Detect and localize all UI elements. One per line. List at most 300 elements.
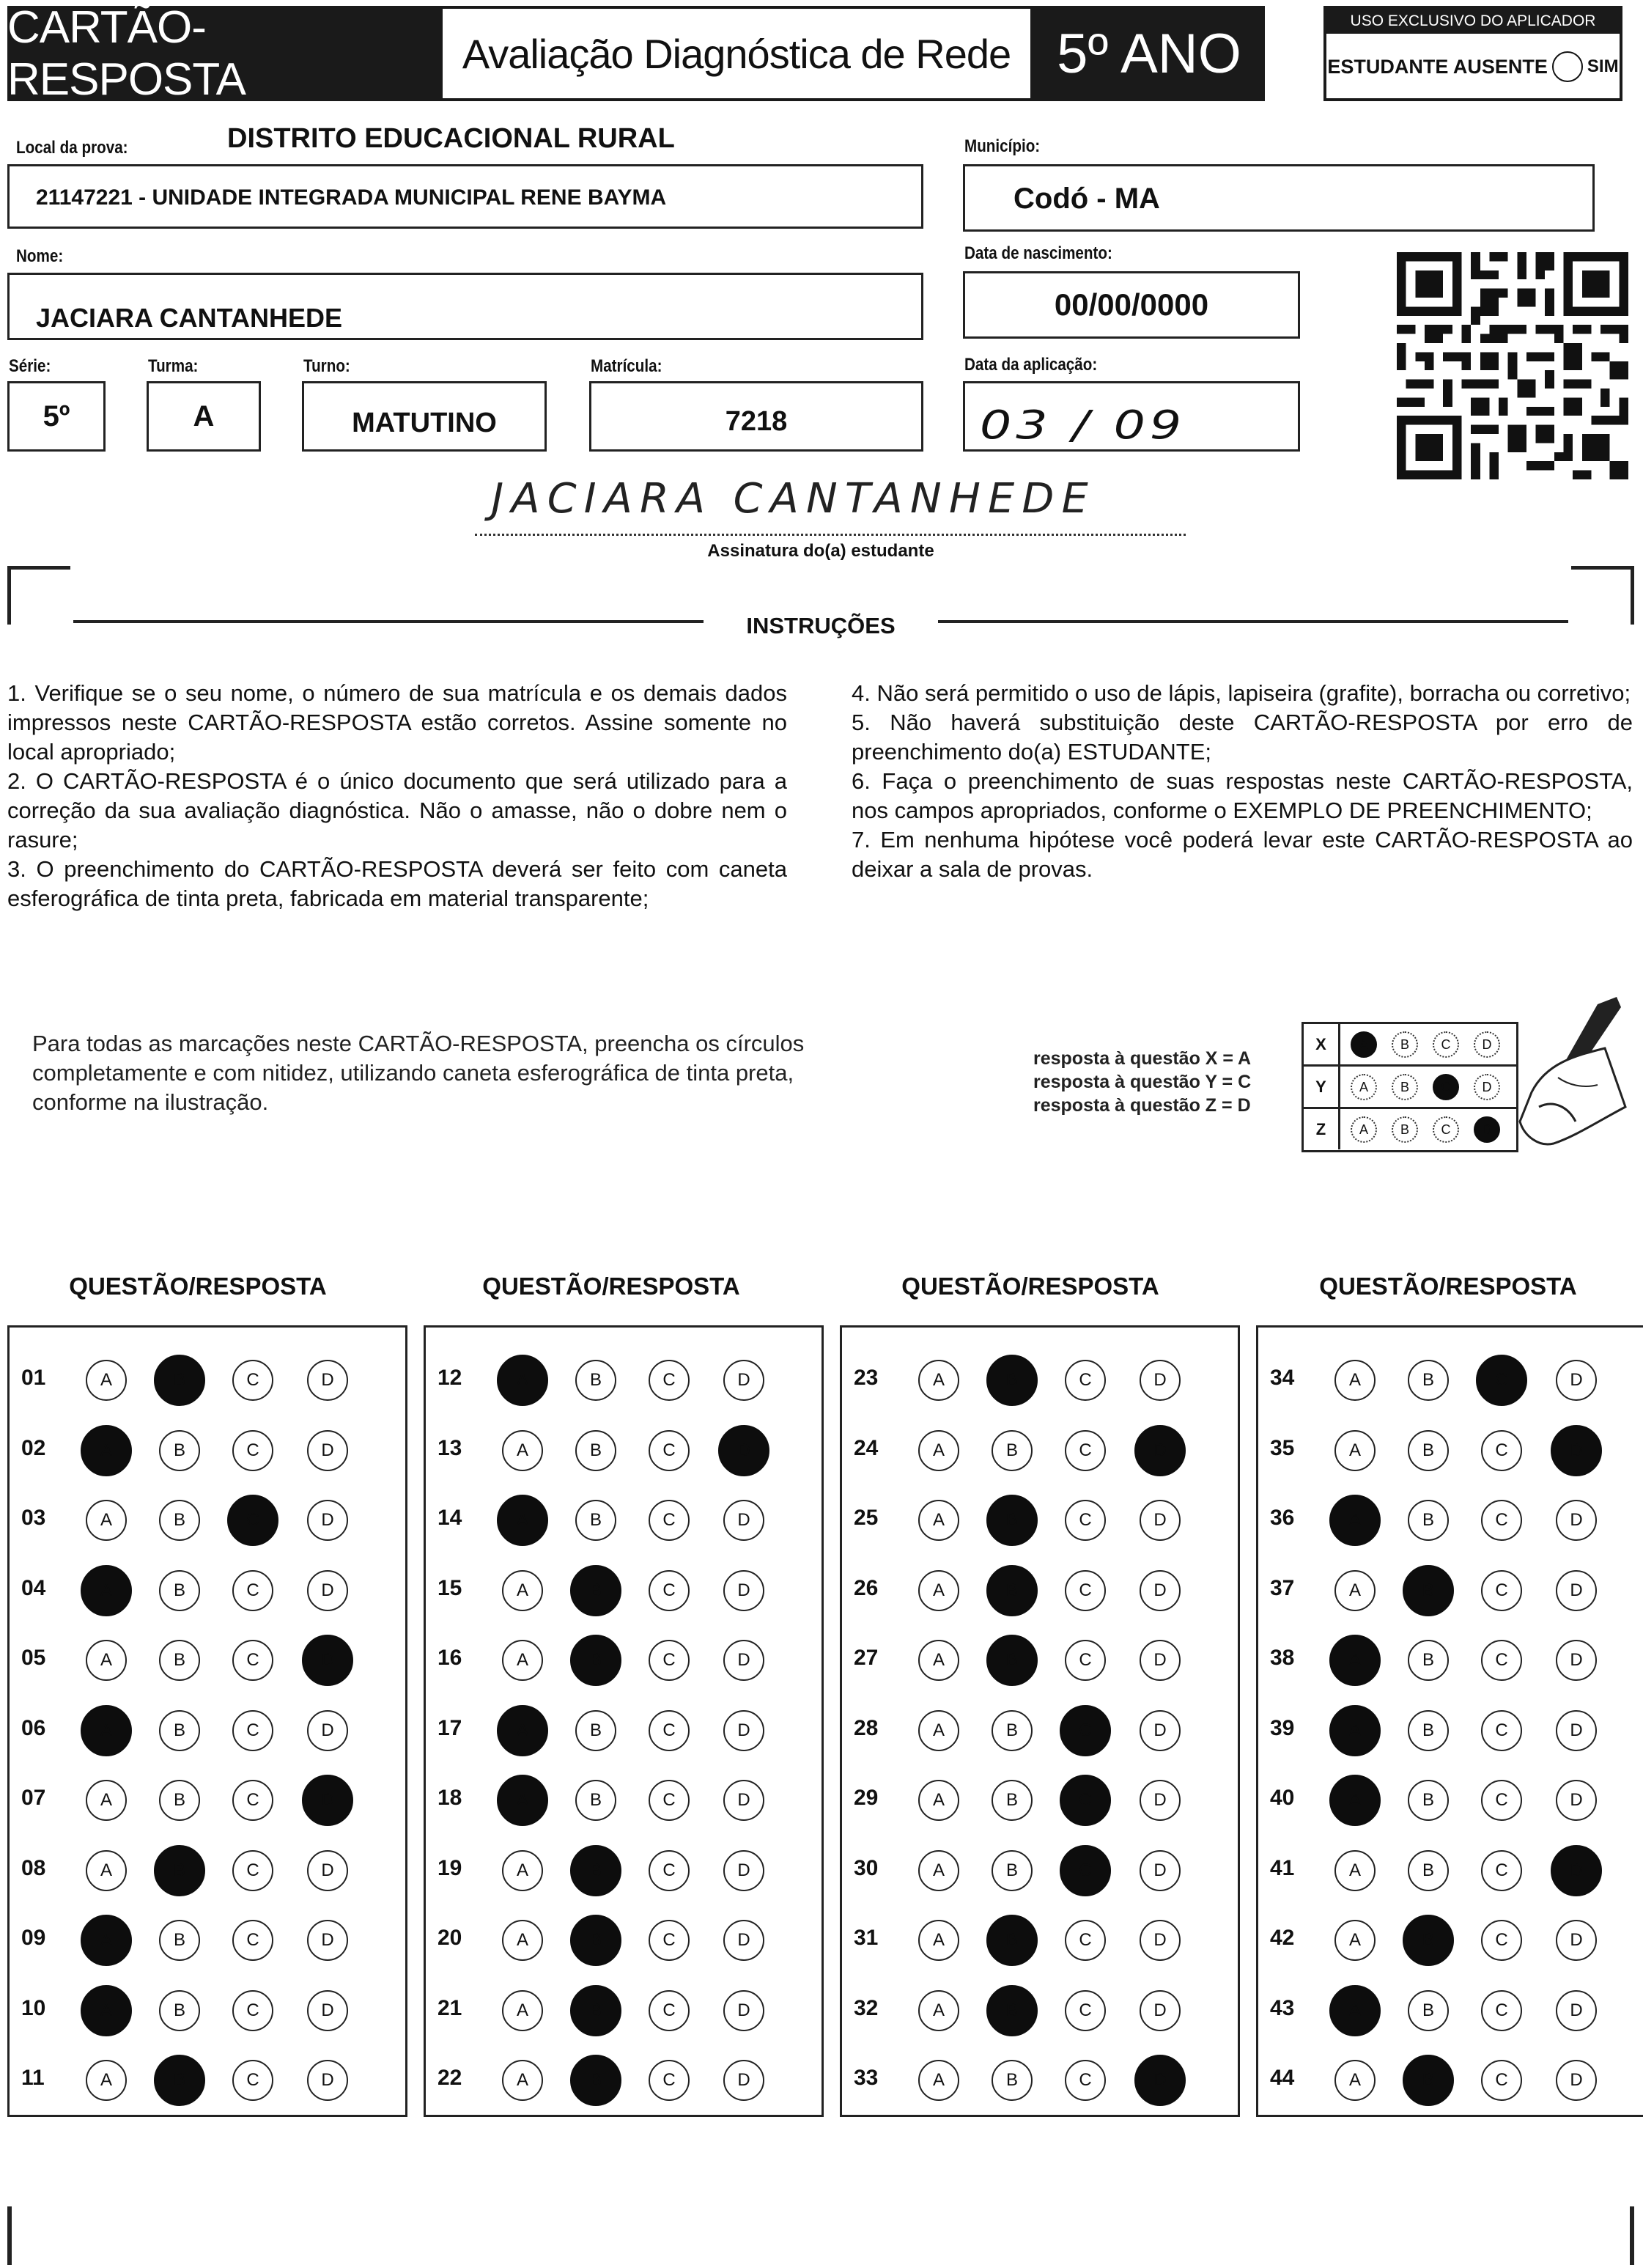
bubble-c[interactable]: C [1481, 1990, 1522, 2031]
bubble-a[interactable]: A [86, 1850, 127, 1891]
qr-code [1397, 252, 1628, 479]
question-number: 27 [854, 1646, 879, 1670]
bubble-d[interactable]: D [307, 1430, 348, 1471]
bubble-a[interactable]: A [502, 1570, 543, 1611]
bubble-a[interactable]: A [81, 1565, 132, 1616]
bubble-d[interactable]: D [307, 1710, 348, 1751]
example-lines [1033, 1047, 1297, 1117]
bubble-c[interactable]: C [649, 1640, 690, 1681]
bubble-d[interactable]: D [1140, 1780, 1181, 1821]
bubble-a[interactable]: A [81, 1705, 132, 1756]
bubble-d[interactable]: D [307, 1360, 348, 1401]
turno-value: MATUTINO [352, 407, 497, 438]
bubble-b[interactable]: B [992, 2060, 1033, 2101]
bubble-c[interactable]: C [1065, 2060, 1106, 2101]
answer-panel-1 [7, 1325, 407, 2117]
bubble-c[interactable]: C [1481, 1850, 1522, 1891]
example-question: X [1304, 1024, 1340, 1064]
bubble-d[interactable]: D [723, 1710, 764, 1751]
answer-row [426, 1345, 822, 1414]
frame-corner-bl [7, 2206, 15, 2265]
district: DISTRITO EDUCACIONAL RURAL [227, 123, 675, 154]
question-number: 44 [1270, 2066, 1295, 2090]
bubble-c[interactable]: C [1481, 1500, 1522, 1541]
bubble-c[interactable]: C [232, 1780, 273, 1821]
instructions-rule-left [73, 620, 704, 623]
answer-row [842, 1485, 1238, 1554]
bubble-d[interactable]: D [718, 1425, 769, 1476]
bubble-a[interactable]: A [81, 1915, 132, 1966]
bubble-b[interactable]: B [1408, 1500, 1449, 1541]
bubble-d[interactable]: D [1140, 1360, 1181, 1401]
bubble-c[interactable]: C [1060, 1775, 1111, 1826]
exam-title: Avaliação Diagnóstica de Rede [440, 6, 1033, 101]
bubble-b[interactable]: B [1408, 1710, 1449, 1751]
bubble-b[interactable]: B [570, 1635, 621, 1686]
bubble-c[interactable]: C [649, 1570, 690, 1611]
bubble-c[interactable]: C [232, 1850, 273, 1891]
question-number: 13 [437, 1435, 462, 1460]
bubble-a[interactable]: A [81, 1985, 132, 2036]
bubble-b[interactable]: B [1403, 2055, 1454, 2106]
column-header-4: QUESTÃO/RESPOSTA [1319, 1273, 1577, 1300]
question-number: 30 [854, 1855, 879, 1880]
serie-label: Série: [9, 356, 51, 376]
bubble-c[interactable]: C [232, 1430, 273, 1471]
instructions-rule-right [938, 620, 1568, 623]
example-row [1304, 1024, 1516, 1067]
answer-row [10, 1836, 405, 1904]
bubble-d[interactable]: D [1140, 1570, 1181, 1611]
question-number: 20 [437, 1926, 462, 1950]
bubble-b[interactable]: B [986, 1495, 1038, 1546]
bubble-d[interactable]: D [307, 2060, 348, 2101]
bubble-a[interactable]: A [918, 1430, 959, 1471]
bubble-a[interactable]: A [1334, 1920, 1376, 1961]
bubble-c[interactable]: C [649, 1920, 690, 1961]
bubble-c[interactable]: C [649, 1500, 690, 1541]
bubble-a[interactable]: A [502, 1430, 543, 1471]
aplic-field [963, 381, 1300, 452]
column-header-2: QUESTÃO/RESPOSTA [482, 1273, 740, 1300]
example-bubble-a: A [1351, 1116, 1377, 1143]
bubble-b[interactable]: B [159, 1640, 200, 1681]
bubble-d[interactable]: D [1551, 1425, 1602, 1476]
answer-row [842, 1905, 1238, 1974]
bubble-d[interactable]: D [723, 1640, 764, 1681]
absent-label: ESTUDANTE AUSENTE [1327, 55, 1548, 78]
signature-line [475, 534, 1186, 536]
bubble-c[interactable]: C [1060, 1705, 1111, 1756]
bubble-c[interactable]: C [1065, 1430, 1106, 1471]
bubble-b[interactable]: B [575, 1360, 616, 1401]
bubble-d[interactable]: D [1556, 1920, 1597, 1961]
example-question: Y [1304, 1067, 1340, 1107]
bubble-d[interactable]: D [1140, 1710, 1181, 1751]
bubble-d[interactable]: D [723, 1570, 764, 1611]
question-number: 06 [21, 1715, 46, 1740]
answer-row [426, 1765, 822, 1834]
bubble-c[interactable]: C [232, 1570, 273, 1611]
question-number: 22 [437, 2066, 462, 2090]
absent-option: SIM [1587, 56, 1619, 76]
turno-label: Turno: [303, 356, 350, 376]
bubble-b[interactable]: B [986, 1355, 1038, 1406]
bubble-c[interactable]: C [1065, 1570, 1106, 1611]
answer-panel-3 [840, 1325, 1240, 2117]
bubble-c[interactable]: C [649, 1850, 690, 1891]
answer-row [10, 1976, 405, 2044]
bubble-b[interactable]: B [986, 1635, 1038, 1686]
bubble-b[interactable]: B [154, 2055, 205, 2106]
bubble-a[interactable]: A [918, 1570, 959, 1611]
bubble-d[interactable]: D [723, 1500, 764, 1541]
bubble-a[interactable]: A [497, 1705, 548, 1756]
bubble-a[interactable]: A [1329, 1985, 1381, 2036]
example-line-x: resposta à questão X = A [1033, 1048, 1252, 1069]
question-number: 19 [437, 1855, 462, 1880]
bubble-b[interactable]: B [575, 1430, 616, 1471]
instructions-left: 1. Verifique se o seu nome, o número de sua matrícula e os demais dados impressos neste CARTÃO-RESPOSTA estão corretos. Assine somente no local apropriado; 2. O CARTÃO-RESPOSTA é o único documento que será utilizado para a correção da sua avaliação diagnóstica. Não o amasse, não o dobre nem o rasure; 3. O preenchimento do CARTÃO-RESPOSTA deverá ser feito com caneta esferográfica de tinta preta, fabricada em material transparente; [7, 680, 787, 911]
answer-row [842, 1625, 1238, 1694]
bubble-b[interactable]: B [1408, 1360, 1449, 1401]
example-text: Para todas as marcações neste CARTÃO-RESPOSTA, preencha os círculos completamente e com nitidez, utilizando caneta esferográfica de tinta preta, conforme na ilustração. [32, 1031, 805, 1115]
bubble-b[interactable]: B [575, 1780, 616, 1821]
bubble-a[interactable]: A [918, 1360, 959, 1401]
bubble-c[interactable]: C [1481, 1780, 1522, 1821]
question-number: 33 [854, 2066, 879, 2090]
bubble-b[interactable]: B [575, 1710, 616, 1751]
turma-value: A [193, 400, 215, 432]
answer-row [10, 1345, 405, 1414]
bubble-d[interactable]: D [1556, 1990, 1597, 2031]
bubble-c[interactable]: C [1065, 1360, 1106, 1401]
question-number: 04 [21, 1575, 46, 1600]
question-number: 31 [854, 1926, 879, 1950]
bubble-c[interactable]: C [232, 1640, 273, 1681]
bubble-d[interactable]: D [723, 1920, 764, 1961]
bubble-c[interactable]: C [1481, 1430, 1522, 1471]
bubble-b[interactable]: B [570, 2055, 621, 2106]
bubble-a[interactable]: A [86, 1500, 127, 1541]
bubble-b[interactable]: B [986, 1985, 1038, 2036]
answer-row [842, 1345, 1238, 1414]
bubble-a[interactable]: A [1329, 1705, 1381, 1756]
answer-row [1258, 1625, 1643, 1694]
question-number: 41 [1270, 1855, 1295, 1880]
bubble-c[interactable]: C [1065, 1500, 1106, 1541]
bubble-a[interactable]: A [497, 1495, 548, 1546]
matricula-field [589, 381, 923, 452]
bubble-c[interactable]: C [649, 1360, 690, 1401]
question-number: 05 [21, 1646, 46, 1670]
bubble-c[interactable]: C [649, 2060, 690, 2101]
bubble-a[interactable]: A [502, 1990, 543, 2031]
bubble-d[interactable]: D [723, 1780, 764, 1821]
answer-row [426, 1555, 822, 1624]
bubble-d[interactable]: D [1140, 1640, 1181, 1681]
bubble-b[interactable]: B [570, 1845, 621, 1896]
example-bubble-c: C [1433, 1074, 1459, 1100]
bubble-b[interactable]: B [1408, 1430, 1449, 1471]
answer-row [1258, 2045, 1643, 2114]
bubble-a[interactable]: A [918, 2060, 959, 2101]
bubble-d[interactable]: D [1556, 2060, 1597, 2101]
bubble-c[interactable]: C [1476, 1355, 1527, 1406]
bubble-a[interactable]: A [502, 2060, 543, 2101]
bubble-a[interactable]: A [86, 2060, 127, 2101]
bubble-b[interactable]: B [1403, 1915, 1454, 1966]
bubble-a[interactable]: A [1329, 1775, 1381, 1826]
bubble-b[interactable]: B [992, 1780, 1033, 1821]
bubble-a[interactable]: A [1334, 1360, 1376, 1401]
bubble-b[interactable]: B [1408, 1850, 1449, 1891]
question-number: 12 [437, 1366, 462, 1390]
bubble-c[interactable]: C [1481, 1710, 1522, 1751]
bubble-b[interactable]: B [575, 1500, 616, 1541]
answer-row [426, 1905, 822, 1974]
bubble-d[interactable]: D [723, 2060, 764, 2101]
nome-label: Nome: [16, 246, 64, 266]
bubble-d[interactable]: D [1556, 1360, 1597, 1401]
signature-caption: Assinatura do(a) estudante [707, 541, 934, 561]
bubble-d[interactable]: D [1140, 1990, 1181, 2031]
question-number: 02 [21, 1435, 46, 1460]
bubble-a[interactable]: A [86, 1640, 127, 1681]
bubble-c[interactable]: C [1481, 1920, 1522, 1961]
bubble-a[interactable]: A [918, 1920, 959, 1961]
question-number: 35 [1270, 1435, 1295, 1460]
answer-row [842, 1836, 1238, 1904]
bubble-b[interactable]: B [154, 1355, 205, 1406]
bubble-c[interactable]: C [1065, 1920, 1106, 1961]
bubble-b[interactable]: B [570, 1915, 621, 1966]
bubble-a[interactable]: A [497, 1355, 548, 1406]
bubble-d[interactable]: D [1134, 1425, 1186, 1476]
bubble-d[interactable]: D [1140, 1920, 1181, 1961]
pen-hand-illustration [1488, 997, 1627, 1151]
bubble-b[interactable]: B [570, 1985, 621, 2036]
answer-row [1258, 1696, 1643, 1764]
answer-row [842, 1555, 1238, 1624]
bubble-a[interactable]: A [502, 1640, 543, 1681]
question-number: 36 [1270, 1506, 1295, 1530]
grade-badge: 5º ANO [1033, 6, 1265, 101]
answer-row [1258, 1485, 1643, 1554]
bubble-b[interactable]: B [992, 1430, 1033, 1471]
question-number: 01 [21, 1366, 46, 1390]
bubble-a[interactable]: A [1334, 1570, 1376, 1611]
bubble-b[interactable]: B [992, 1850, 1033, 1891]
question-number: 11 [21, 2066, 45, 2090]
bubble-c[interactable]: C [232, 1920, 273, 1961]
bubble-d[interactable]: D [307, 1570, 348, 1611]
bubble-a[interactable]: A [86, 1360, 127, 1401]
bubble-d[interactable]: D [307, 1920, 348, 1961]
bubble-c[interactable]: C [1481, 2060, 1522, 2101]
bubble-c[interactable]: C [649, 1430, 690, 1471]
answer-row [1258, 1905, 1643, 1974]
answer-row [10, 1765, 405, 1834]
bubble-d[interactable]: D [307, 1850, 348, 1891]
bubble-d[interactable]: D [1556, 1570, 1597, 1611]
example-bubble-b: B [1392, 1116, 1418, 1143]
question-number: 23 [854, 1366, 879, 1390]
bubble-a[interactable]: A [1334, 1430, 1376, 1471]
question-number: 43 [1270, 1995, 1295, 2020]
bubble-d[interactable]: D [723, 1850, 764, 1891]
bubble-b[interactable]: B [159, 1710, 200, 1751]
answer-row [1258, 1765, 1643, 1834]
question-number: 15 [437, 1575, 462, 1600]
example-bubble-d: D [1474, 1031, 1500, 1058]
question-number: 34 [1270, 1366, 1295, 1390]
answer-row [1258, 1415, 1643, 1484]
bubble-d[interactable]: D [302, 1635, 353, 1686]
answer-row [426, 2045, 822, 2114]
example-grid [1302, 1022, 1518, 1152]
matricula-label: Matrícula: [591, 356, 662, 376]
question-number: 10 [21, 1995, 46, 2020]
applicator-box [1323, 6, 1622, 101]
answer-row [842, 2045, 1238, 2114]
bubble-b[interactable]: B [1408, 1640, 1449, 1681]
bubble-b[interactable]: B [570, 1565, 621, 1616]
question-number: 28 [854, 1715, 879, 1740]
question-number: 14 [437, 1506, 462, 1530]
bubble-d[interactable]: D [1556, 1640, 1597, 1681]
answer-row [426, 1696, 822, 1764]
bubble-a[interactable]: A [918, 1990, 959, 2031]
question-number: 16 [437, 1646, 462, 1670]
bubble-a[interactable]: A [918, 1780, 959, 1821]
question-number: 21 [437, 1995, 462, 2020]
bubble-b[interactable]: B [992, 1710, 1033, 1751]
bubble-d[interactable]: D [723, 1990, 764, 2031]
example-bubble-b: B [1392, 1031, 1418, 1058]
bubble-c[interactable]: C [649, 1710, 690, 1751]
bubble-d[interactable]: D [1556, 1780, 1597, 1821]
bubble-d[interactable]: D [1140, 1850, 1181, 1891]
question-number: 26 [854, 1575, 879, 1600]
answer-panel-2 [424, 1325, 824, 2117]
bubble-c[interactable]: C [232, 2060, 273, 2101]
municipio-value: Codó - MA [1014, 183, 1160, 215]
bubble-d[interactable]: D [302, 1775, 353, 1826]
frame-corner-tl [7, 566, 70, 625]
bubble-b[interactable]: B [986, 1915, 1038, 1966]
question-number: 40 [1270, 1786, 1295, 1810]
bubble-a[interactable]: A [1329, 1495, 1381, 1546]
bubble-a[interactable]: A [918, 1710, 959, 1751]
bubble-d[interactable]: D [1134, 2055, 1186, 2106]
bubble-b[interactable]: B [1408, 1990, 1449, 2031]
bubble-a[interactable]: A [502, 1920, 543, 1961]
nome-value: JACIARA CANTANHEDE [36, 303, 343, 333]
bubble-a[interactable]: A [1334, 1850, 1376, 1891]
bubble-c[interactable]: C [232, 1710, 273, 1751]
question-number: 24 [854, 1435, 879, 1460]
example-line-y: resposta à questão Y = C [1033, 1072, 1252, 1092]
school-value: 21147221 - UNIDADE INTEGRADA MUNICIPAL RENE BAYMA [36, 185, 667, 210]
question-number: 18 [437, 1786, 462, 1810]
bubble-b[interactable]: B [154, 1845, 205, 1896]
instructions-right: 4. Não será permitido o uso de lápis, lapiseira (grafite), borracha ou corretivo; 5. Não haverá substituição deste CARTÃO-RESPOSTA por erro de preenchimento do(a) ESTUDANTE; 6. Faça o preenchimento de suas respostas neste CARTÃO-RESPOSTA, nos campos apropriados, conforme o EXEMPLO DE PREENCHIMENTO; 7. Em nenhuma hipótese você poderá levar este CARTÃO-RESPOSTA ao deixar a sala de provas. [852, 680, 1633, 882]
bubble-b[interactable]: B [159, 1570, 200, 1611]
bubble-d[interactable]: D [1556, 1710, 1597, 1751]
bubble-b[interactable]: B [986, 1565, 1038, 1616]
bubble-a[interactable]: A [1329, 1635, 1381, 1686]
bubble-a[interactable]: A [918, 1850, 959, 1891]
bubble-b[interactable]: B [159, 1920, 200, 1961]
bubble-d[interactable]: D [1551, 1845, 1602, 1896]
nasc-label: Data de nascimento: [964, 243, 1112, 263]
answer-row [10, 1625, 405, 1694]
bubble-a[interactable]: A [81, 1425, 132, 1476]
frame-corner-br [1627, 2206, 1634, 2265]
answer-row [10, 1415, 405, 1484]
column-header-1: QUESTÃO/RESPOSTA [69, 1273, 327, 1300]
bubble-c[interactable]: C [1060, 1845, 1111, 1896]
bubble-c[interactable]: C [649, 1990, 690, 2031]
bubble-b[interactable]: B [159, 1990, 200, 2031]
question-number: 37 [1270, 1575, 1295, 1600]
bubble-b[interactable]: B [1403, 1565, 1454, 1616]
bubble-a[interactable]: A [1334, 2060, 1376, 2101]
municipio-label: Município: [964, 136, 1041, 156]
bubble-d[interactable]: D [723, 1360, 764, 1401]
bubble-c[interactable]: C [1065, 1990, 1106, 2031]
answer-row [842, 1415, 1238, 1484]
bubble-b[interactable]: B [159, 1500, 200, 1541]
example-row [1304, 1067, 1516, 1109]
answer-row [426, 1485, 822, 1554]
question-number: 32 [854, 1995, 879, 2020]
nome-field [7, 273, 923, 340]
absent-bubble[interactable] [1552, 51, 1583, 82]
bubble-d[interactable]: D [307, 1990, 348, 2031]
bubble-a[interactable]: A [918, 1500, 959, 1541]
bubble-d[interactable]: D [1556, 1500, 1597, 1541]
bubble-a[interactable]: A [497, 1775, 548, 1826]
answer-row [10, 1696, 405, 1764]
bubble-a[interactable]: A [918, 1640, 959, 1681]
answer-row [1258, 1555, 1643, 1624]
bubble-b[interactable]: B [159, 1780, 200, 1821]
bubble-d[interactable]: D [307, 1500, 348, 1541]
question-number: 17 [437, 1715, 462, 1740]
signature-handwritten: JACIARA CANTANHEDE [491, 475, 1096, 523]
answer-row [1258, 1976, 1643, 2044]
answer-row [10, 1485, 405, 1554]
bubble-a[interactable]: A [502, 1850, 543, 1891]
bubble-c[interactable]: C [1065, 1640, 1106, 1681]
question-number: 07 [21, 1786, 46, 1810]
bubble-c[interactable]: C [1481, 1570, 1522, 1611]
bubble-c[interactable]: C [1481, 1640, 1522, 1681]
serie-value: 5º [43, 400, 70, 432]
frame-corner-tr [1571, 566, 1634, 625]
bubble-d[interactable]: D [1140, 1500, 1181, 1541]
bubble-a[interactable]: A [86, 1780, 127, 1821]
bubble-b[interactable]: B [159, 1430, 200, 1471]
bubble-b[interactable]: B [1408, 1780, 1449, 1821]
bubble-c[interactable]: C [649, 1780, 690, 1821]
bubble-c[interactable]: C [232, 1360, 273, 1401]
bubble-c[interactable]: C [227, 1495, 278, 1546]
bubble-c[interactable]: C [232, 1990, 273, 2031]
answer-row [426, 1976, 822, 2044]
